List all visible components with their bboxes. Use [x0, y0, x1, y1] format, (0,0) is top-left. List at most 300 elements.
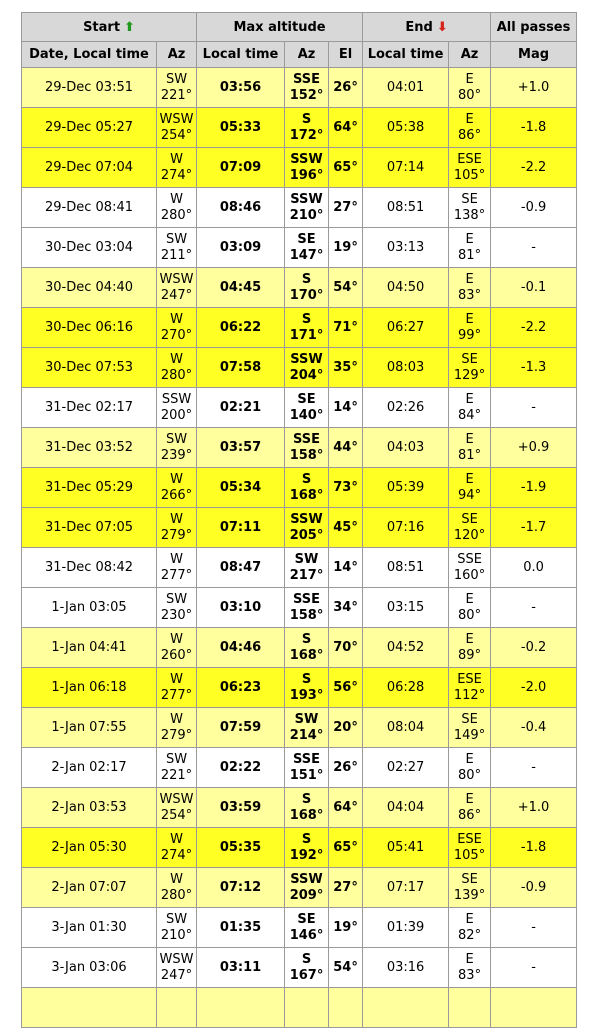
start-az-degrees: 274°	[160, 167, 193, 183]
pass-row[interactable]	[22, 188, 577, 228]
start-az-cell	[157, 668, 197, 708]
end-az-degrees: 129°	[453, 367, 486, 383]
magnitude-cell: -2.2	[491, 148, 577, 188]
start-az-degrees: 221°	[160, 87, 193, 103]
max-time-cell: 03:11	[197, 948, 285, 988]
end-time-cell: 03:15	[363, 588, 449, 628]
elevation-cell: 26°	[329, 748, 363, 788]
max-time-cell: 03:57	[197, 428, 285, 468]
max-time-cell: 05:33	[197, 108, 285, 148]
end-header-label: End	[405, 19, 433, 35]
partial-pass-row	[22, 988, 577, 1028]
start-datetime-cell: 1-Jan 04:41	[22, 628, 157, 668]
start-az-degrees: 280°	[160, 207, 193, 223]
start-az-cell	[157, 588, 197, 628]
start-datetime-cell: 1-Jan 07:55	[22, 708, 157, 748]
subheader-row	[22, 42, 577, 68]
end-az-direction: ESE	[457, 151, 482, 167]
magnitude-cell: -1.9	[491, 468, 577, 508]
start-az-degrees: 254°	[160, 127, 193, 143]
start-az-degrees: 277°	[160, 567, 193, 583]
max-az-direction: S	[301, 951, 312, 967]
elevation-cell: 20°	[329, 708, 363, 748]
end-az-direction: E	[465, 71, 474, 87]
max-az-direction: SSW	[290, 871, 323, 887]
max-az-degrees: 168°	[289, 807, 324, 823]
end-az-direction: E	[465, 751, 474, 767]
end-az-degrees: 105°	[453, 847, 486, 863]
end-az-degrees: 83°	[458, 967, 482, 983]
passes-body	[22, 68, 577, 1028]
max-az-degrees: 217°	[289, 567, 324, 583]
max-az-degrees: 192°	[289, 847, 324, 863]
max-az-degrees: 167°	[289, 967, 324, 983]
start-az-cell	[157, 108, 197, 148]
start-datetime-cell: 30-Dec 03:04	[22, 228, 157, 268]
max-az-direction: SSE	[293, 751, 321, 767]
elevation-cell: 19°	[329, 228, 363, 268]
end-az-cell	[449, 348, 491, 388]
end-time-cell: 04:52	[363, 628, 449, 668]
pass-row[interactable]	[22, 628, 577, 668]
partial-cell	[197, 988, 285, 1028]
end-az-cell	[449, 588, 491, 628]
start-az-direction: W	[170, 191, 183, 207]
start-az-direction: W	[170, 311, 183, 327]
start-az-degrees: 247°	[160, 287, 193, 303]
start-az-degrees: 270°	[160, 327, 193, 343]
end-az-degrees: 80°	[458, 607, 482, 623]
start-datetime-cell: 2-Jan 03:53	[22, 788, 157, 828]
magnitude-cell: -	[491, 748, 577, 788]
start-az-cell	[157, 348, 197, 388]
magnitude-cell: -	[491, 388, 577, 428]
partial-cell	[363, 988, 449, 1028]
end-time-cell: 02:26	[363, 388, 449, 428]
pass-row[interactable]	[22, 468, 577, 508]
end-time-cell: 03:16	[363, 948, 449, 988]
max-time-cell: 07:11	[197, 508, 285, 548]
start-datetime-cell: 30-Dec 06:16	[22, 308, 157, 348]
end-az-cell	[449, 308, 491, 348]
end-az-degrees: 149°	[453, 727, 486, 743]
pass-row[interactable]	[22, 828, 577, 868]
start-az-degrees: 266°	[160, 487, 193, 503]
max-time-cell: 03:56	[197, 68, 285, 108]
end-az-degrees: 80°	[458, 87, 482, 103]
max-az-direction: S	[301, 831, 312, 847]
elevation-cell: 65°	[329, 828, 363, 868]
end-az-direction: SE	[461, 191, 478, 207]
end-az-degrees: 89°	[458, 647, 482, 663]
start-az-degrees: 200°	[160, 407, 193, 423]
end-az-direction: ESE	[457, 671, 482, 687]
end-az-degrees: 138°	[453, 207, 486, 223]
max-az-degrees: 209°	[289, 887, 324, 903]
max-az-cell	[285, 228, 329, 268]
pass-row[interactable]	[22, 268, 577, 308]
max-az-cell	[285, 388, 329, 428]
max-local-time-header: Local time	[197, 42, 285, 68]
max-az-cell	[285, 908, 329, 948]
end-az-direction: E	[465, 791, 474, 807]
max-az-direction: S	[301, 471, 312, 487]
max-time-cell: 07:59	[197, 708, 285, 748]
partial-cell	[22, 988, 157, 1028]
elevation-cell: 70°	[329, 628, 363, 668]
end-time-cell: 02:27	[363, 748, 449, 788]
end-az-degrees: 160°	[453, 567, 486, 583]
start-datetime-cell: 31-Dec 02:17	[22, 388, 157, 428]
elevation-cell: 34°	[329, 588, 363, 628]
start-az-direction: SW	[165, 71, 188, 87]
start-az-direction: WSW	[159, 791, 194, 807]
end-az-cell	[449, 828, 491, 868]
max-az-cell	[285, 708, 329, 748]
start-header-label: Start	[83, 19, 121, 35]
magnitude-cell: -0.9	[491, 868, 577, 908]
max-az-cell	[285, 788, 329, 828]
max-az-cell	[285, 308, 329, 348]
start-az-degrees: 279°	[160, 727, 193, 743]
start-az-direction: SW	[165, 431, 188, 447]
end-az-cell	[449, 428, 491, 468]
start-az-degrees: 221°	[160, 767, 193, 783]
max-az-degrees: 147°	[289, 247, 324, 263]
start-datetime-cell: 3-Jan 01:30	[22, 908, 157, 948]
max-az-degrees: 151°	[289, 767, 324, 783]
start-az-direction: SSW	[161, 391, 192, 407]
partial-cell	[491, 988, 577, 1028]
start-az-cell	[157, 428, 197, 468]
max-az-header: Az	[285, 42, 329, 68]
start-az-degrees: 280°	[160, 367, 193, 383]
start-az-degrees: 274°	[160, 847, 193, 863]
pass-row[interactable]	[22, 508, 577, 548]
end-az-degrees: 86°	[458, 807, 482, 823]
max-az-cell	[285, 548, 329, 588]
elevation-cell: 44°	[329, 428, 363, 468]
end-az-cell	[449, 748, 491, 788]
pass-row[interactable]	[22, 308, 577, 348]
max-az-degrees: 146°	[289, 927, 324, 943]
start-az-degrees: 239°	[160, 447, 193, 463]
max-az-direction: SSW	[290, 351, 323, 367]
start-datetime-cell: 1-Jan 06:18	[22, 668, 157, 708]
max-time-cell: 03:10	[197, 588, 285, 628]
elevation-cell: 65°	[329, 148, 363, 188]
end-az-header: Az	[449, 42, 491, 68]
magnitude-cell: -	[491, 908, 577, 948]
end-time-cell: 04:01	[363, 68, 449, 108]
magnitude-cell: 0.0	[491, 548, 577, 588]
max-az-direction: S	[301, 631, 312, 647]
magnitude-cell: -0.4	[491, 708, 577, 748]
passes-table	[21, 12, 577, 1028]
max-az-direction: SSW	[290, 511, 323, 527]
end-header	[363, 13, 491, 42]
end-az-cell	[449, 388, 491, 428]
start-az-direction: W	[170, 631, 183, 647]
end-az-degrees: 81°	[458, 247, 482, 263]
elevation-cell: 73°	[329, 468, 363, 508]
end-az-cell	[449, 548, 491, 588]
max-az-cell	[285, 148, 329, 188]
start-az-degrees: 247°	[160, 967, 193, 983]
max-az-direction: S	[301, 271, 312, 287]
max-az-cell	[285, 268, 329, 308]
max-time-cell: 02:22	[197, 748, 285, 788]
max-altitude-header: Max altitude	[197, 13, 363, 42]
magnitude-cell: +1.0	[491, 788, 577, 828]
start-az-cell	[157, 308, 197, 348]
max-az-direction: SE	[297, 231, 316, 247]
end-time-cell: 04:03	[363, 428, 449, 468]
end-az-cell	[449, 188, 491, 228]
pass-row[interactable]	[22, 148, 577, 188]
start-az-direction: SW	[165, 591, 188, 607]
magnitude-cell: -2.2	[491, 308, 577, 348]
end-time-cell: 08:51	[363, 548, 449, 588]
magnitude-cell: -1.3	[491, 348, 577, 388]
end-az-degrees: 81°	[458, 447, 482, 463]
start-az-direction: W	[170, 551, 183, 567]
pass-row[interactable]	[22, 548, 577, 588]
end-az-direction: E	[465, 311, 474, 327]
end-az-degrees: 139°	[453, 887, 486, 903]
end-time-cell: 07:14	[363, 148, 449, 188]
end-time-cell: 05:38	[363, 108, 449, 148]
max-az-degrees: 210°	[289, 207, 324, 223]
start-datetime-cell: 29-Dec 05:27	[22, 108, 157, 148]
start-az-degrees: 254°	[160, 807, 193, 823]
start-az-direction: WSW	[159, 271, 194, 287]
start-az-degrees: 277°	[160, 687, 193, 703]
magnitude-cell: +1.0	[491, 68, 577, 108]
partial-cell	[157, 988, 197, 1028]
arrow-up-icon: ⬆	[124, 19, 135, 35]
pass-row[interactable]	[22, 108, 577, 148]
magnitude-cell: -1.7	[491, 508, 577, 548]
pass-row[interactable]	[22, 708, 577, 748]
end-az-direction: E	[465, 391, 474, 407]
start-az-direction: WSW	[159, 111, 194, 127]
max-az-degrees: 204°	[289, 367, 324, 383]
max-az-degrees: 205°	[289, 527, 324, 543]
end-az-cell	[449, 68, 491, 108]
start-az-degrees: 280°	[160, 887, 193, 903]
elevation-cell: 64°	[329, 788, 363, 828]
start-az-cell	[157, 148, 197, 188]
magnitude-cell: -0.1	[491, 268, 577, 308]
start-az-degrees: 210°	[160, 927, 193, 943]
elevation-cell: 56°	[329, 668, 363, 708]
elevation-cell: 54°	[329, 268, 363, 308]
partial-cell	[329, 988, 363, 1028]
start-az-cell	[157, 628, 197, 668]
elevation-cell: 35°	[329, 348, 363, 388]
end-az-direction: E	[465, 271, 474, 287]
end-az-direction: E	[465, 911, 474, 927]
max-az-cell	[285, 468, 329, 508]
end-az-cell	[449, 228, 491, 268]
max-time-cell: 06:22	[197, 308, 285, 348]
pass-row[interactable]	[22, 668, 577, 708]
start-az-direction: W	[170, 711, 183, 727]
start-az-cell	[157, 908, 197, 948]
max-az-degrees: 214°	[289, 727, 324, 743]
max-az-degrees: 168°	[289, 487, 324, 503]
end-az-cell	[449, 268, 491, 308]
end-time-cell: 08:51	[363, 188, 449, 228]
max-az-direction: S	[301, 671, 312, 687]
end-az-direction: SE	[461, 871, 478, 887]
max-time-cell: 03:59	[197, 788, 285, 828]
max-az-degrees: 193°	[289, 687, 324, 703]
max-az-degrees: 196°	[289, 167, 324, 183]
start-az-header: Az	[157, 42, 197, 68]
end-az-degrees: 112°	[453, 687, 486, 703]
start-az-degrees: 230°	[160, 607, 193, 623]
end-az-direction: E	[465, 631, 474, 647]
end-az-cell	[449, 148, 491, 188]
max-az-cell	[285, 868, 329, 908]
pass-row[interactable]	[22, 788, 577, 828]
end-az-direction: E	[465, 471, 474, 487]
max-az-cell	[285, 828, 329, 868]
end-az-cell	[449, 628, 491, 668]
magnitude-cell: -0.9	[491, 188, 577, 228]
end-az-degrees: 94°	[458, 487, 482, 503]
max-az-degrees: 168°	[289, 647, 324, 663]
start-datetime-cell: 2-Jan 07:07	[22, 868, 157, 908]
pass-row[interactable]	[22, 748, 577, 788]
pass-row[interactable]	[22, 388, 577, 428]
start-az-degrees: 211°	[160, 247, 193, 263]
start-az-cell	[157, 188, 197, 228]
max-az-degrees: 170°	[289, 287, 324, 303]
start-az-cell	[157, 788, 197, 828]
pass-row[interactable]	[22, 348, 577, 388]
start-datetime-cell: 29-Dec 07:04	[22, 148, 157, 188]
start-datetime-cell: 1-Jan 03:05	[22, 588, 157, 628]
pass-row[interactable]	[22, 428, 577, 468]
end-time-cell: 07:17	[363, 868, 449, 908]
end-az-direction: SE	[461, 711, 478, 727]
end-az-direction: SE	[461, 511, 478, 527]
pass-row[interactable]	[22, 948, 577, 988]
max-time-cell: 04:46	[197, 628, 285, 668]
max-az-cell	[285, 748, 329, 788]
start-az-direction: W	[170, 151, 183, 167]
end-az-cell	[449, 508, 491, 548]
elevation-cell: 14°	[329, 548, 363, 588]
start-datetime-cell: 29-Dec 08:41	[22, 188, 157, 228]
start-az-cell	[157, 708, 197, 748]
pass-row[interactable]	[22, 908, 577, 948]
pass-row[interactable]	[22, 588, 577, 628]
max-time-cell: 03:09	[197, 228, 285, 268]
pass-row[interactable]	[22, 68, 577, 108]
date-local-time-header: Date, Local time	[22, 42, 157, 68]
elevation-cell: 64°	[329, 108, 363, 148]
arrow-down-icon: ⬇	[436, 19, 448, 35]
start-az-cell	[157, 748, 197, 788]
start-datetime-cell: 3-Jan 03:06	[22, 948, 157, 988]
end-az-direction: E	[465, 951, 474, 967]
magnitude-cell: -0.2	[491, 628, 577, 668]
elevation-cell: 27°	[329, 188, 363, 228]
max-time-cell: 08:47	[197, 548, 285, 588]
magnitude-cell: +0.9	[491, 428, 577, 468]
max-az-cell	[285, 948, 329, 988]
end-local-time-header: Local time	[363, 42, 449, 68]
end-time-cell: 05:39	[363, 468, 449, 508]
end-az-cell	[449, 468, 491, 508]
start-az-direction: W	[170, 471, 183, 487]
end-az-direction: SE	[461, 351, 478, 367]
start-az-cell	[157, 268, 197, 308]
start-az-direction: W	[170, 511, 183, 527]
end-az-direction: E	[465, 591, 474, 607]
max-time-cell: 01:35	[197, 908, 285, 948]
max-time-cell: 08:46	[197, 188, 285, 228]
start-az-degrees: 279°	[160, 527, 193, 543]
max-az-cell	[285, 68, 329, 108]
end-az-degrees: 84°	[458, 407, 482, 423]
header-row	[22, 13, 577, 42]
pass-row[interactable]	[22, 868, 577, 908]
start-datetime-cell: 29-Dec 03:51	[22, 68, 157, 108]
max-az-direction: SSE	[293, 431, 321, 447]
start-az-cell	[157, 868, 197, 908]
end-az-degrees: 82°	[458, 927, 482, 943]
end-time-cell: 06:27	[363, 308, 449, 348]
magnitude-cell: -	[491, 948, 577, 988]
elevation-cell: 26°	[329, 68, 363, 108]
max-az-degrees: 158°	[289, 447, 324, 463]
start-az-direction: SW	[165, 751, 188, 767]
end-time-cell: 01:39	[363, 908, 449, 948]
end-time-cell: 06:28	[363, 668, 449, 708]
magnitude-cell: -2.0	[491, 668, 577, 708]
elevation-cell: 27°	[329, 868, 363, 908]
end-time-cell: 08:04	[363, 708, 449, 748]
pass-row[interactable]	[22, 228, 577, 268]
end-az-cell	[449, 108, 491, 148]
end-az-cell	[449, 788, 491, 828]
start-datetime-cell: 31-Dec 07:05	[22, 508, 157, 548]
start-az-direction: W	[170, 871, 183, 887]
magnitude-cell: -	[491, 588, 577, 628]
max-time-cell: 02:21	[197, 388, 285, 428]
max-az-direction: S	[301, 791, 312, 807]
max-az-degrees: 171°	[289, 327, 324, 343]
elevation-cell: 19°	[329, 908, 363, 948]
max-az-cell	[285, 188, 329, 228]
start-az-direction: SW	[165, 911, 188, 927]
mag-header: Mag	[491, 42, 577, 68]
max-az-degrees: 172°	[289, 127, 324, 143]
end-az-degrees: 99°	[458, 327, 482, 343]
max-az-direction: SW	[294, 711, 319, 727]
start-az-direction: W	[170, 351, 183, 367]
end-time-cell: 04:04	[363, 788, 449, 828]
max-az-direction: SE	[297, 391, 316, 407]
end-time-cell: 05:41	[363, 828, 449, 868]
start-az-cell	[157, 228, 197, 268]
max-time-cell: 07:12	[197, 868, 285, 908]
